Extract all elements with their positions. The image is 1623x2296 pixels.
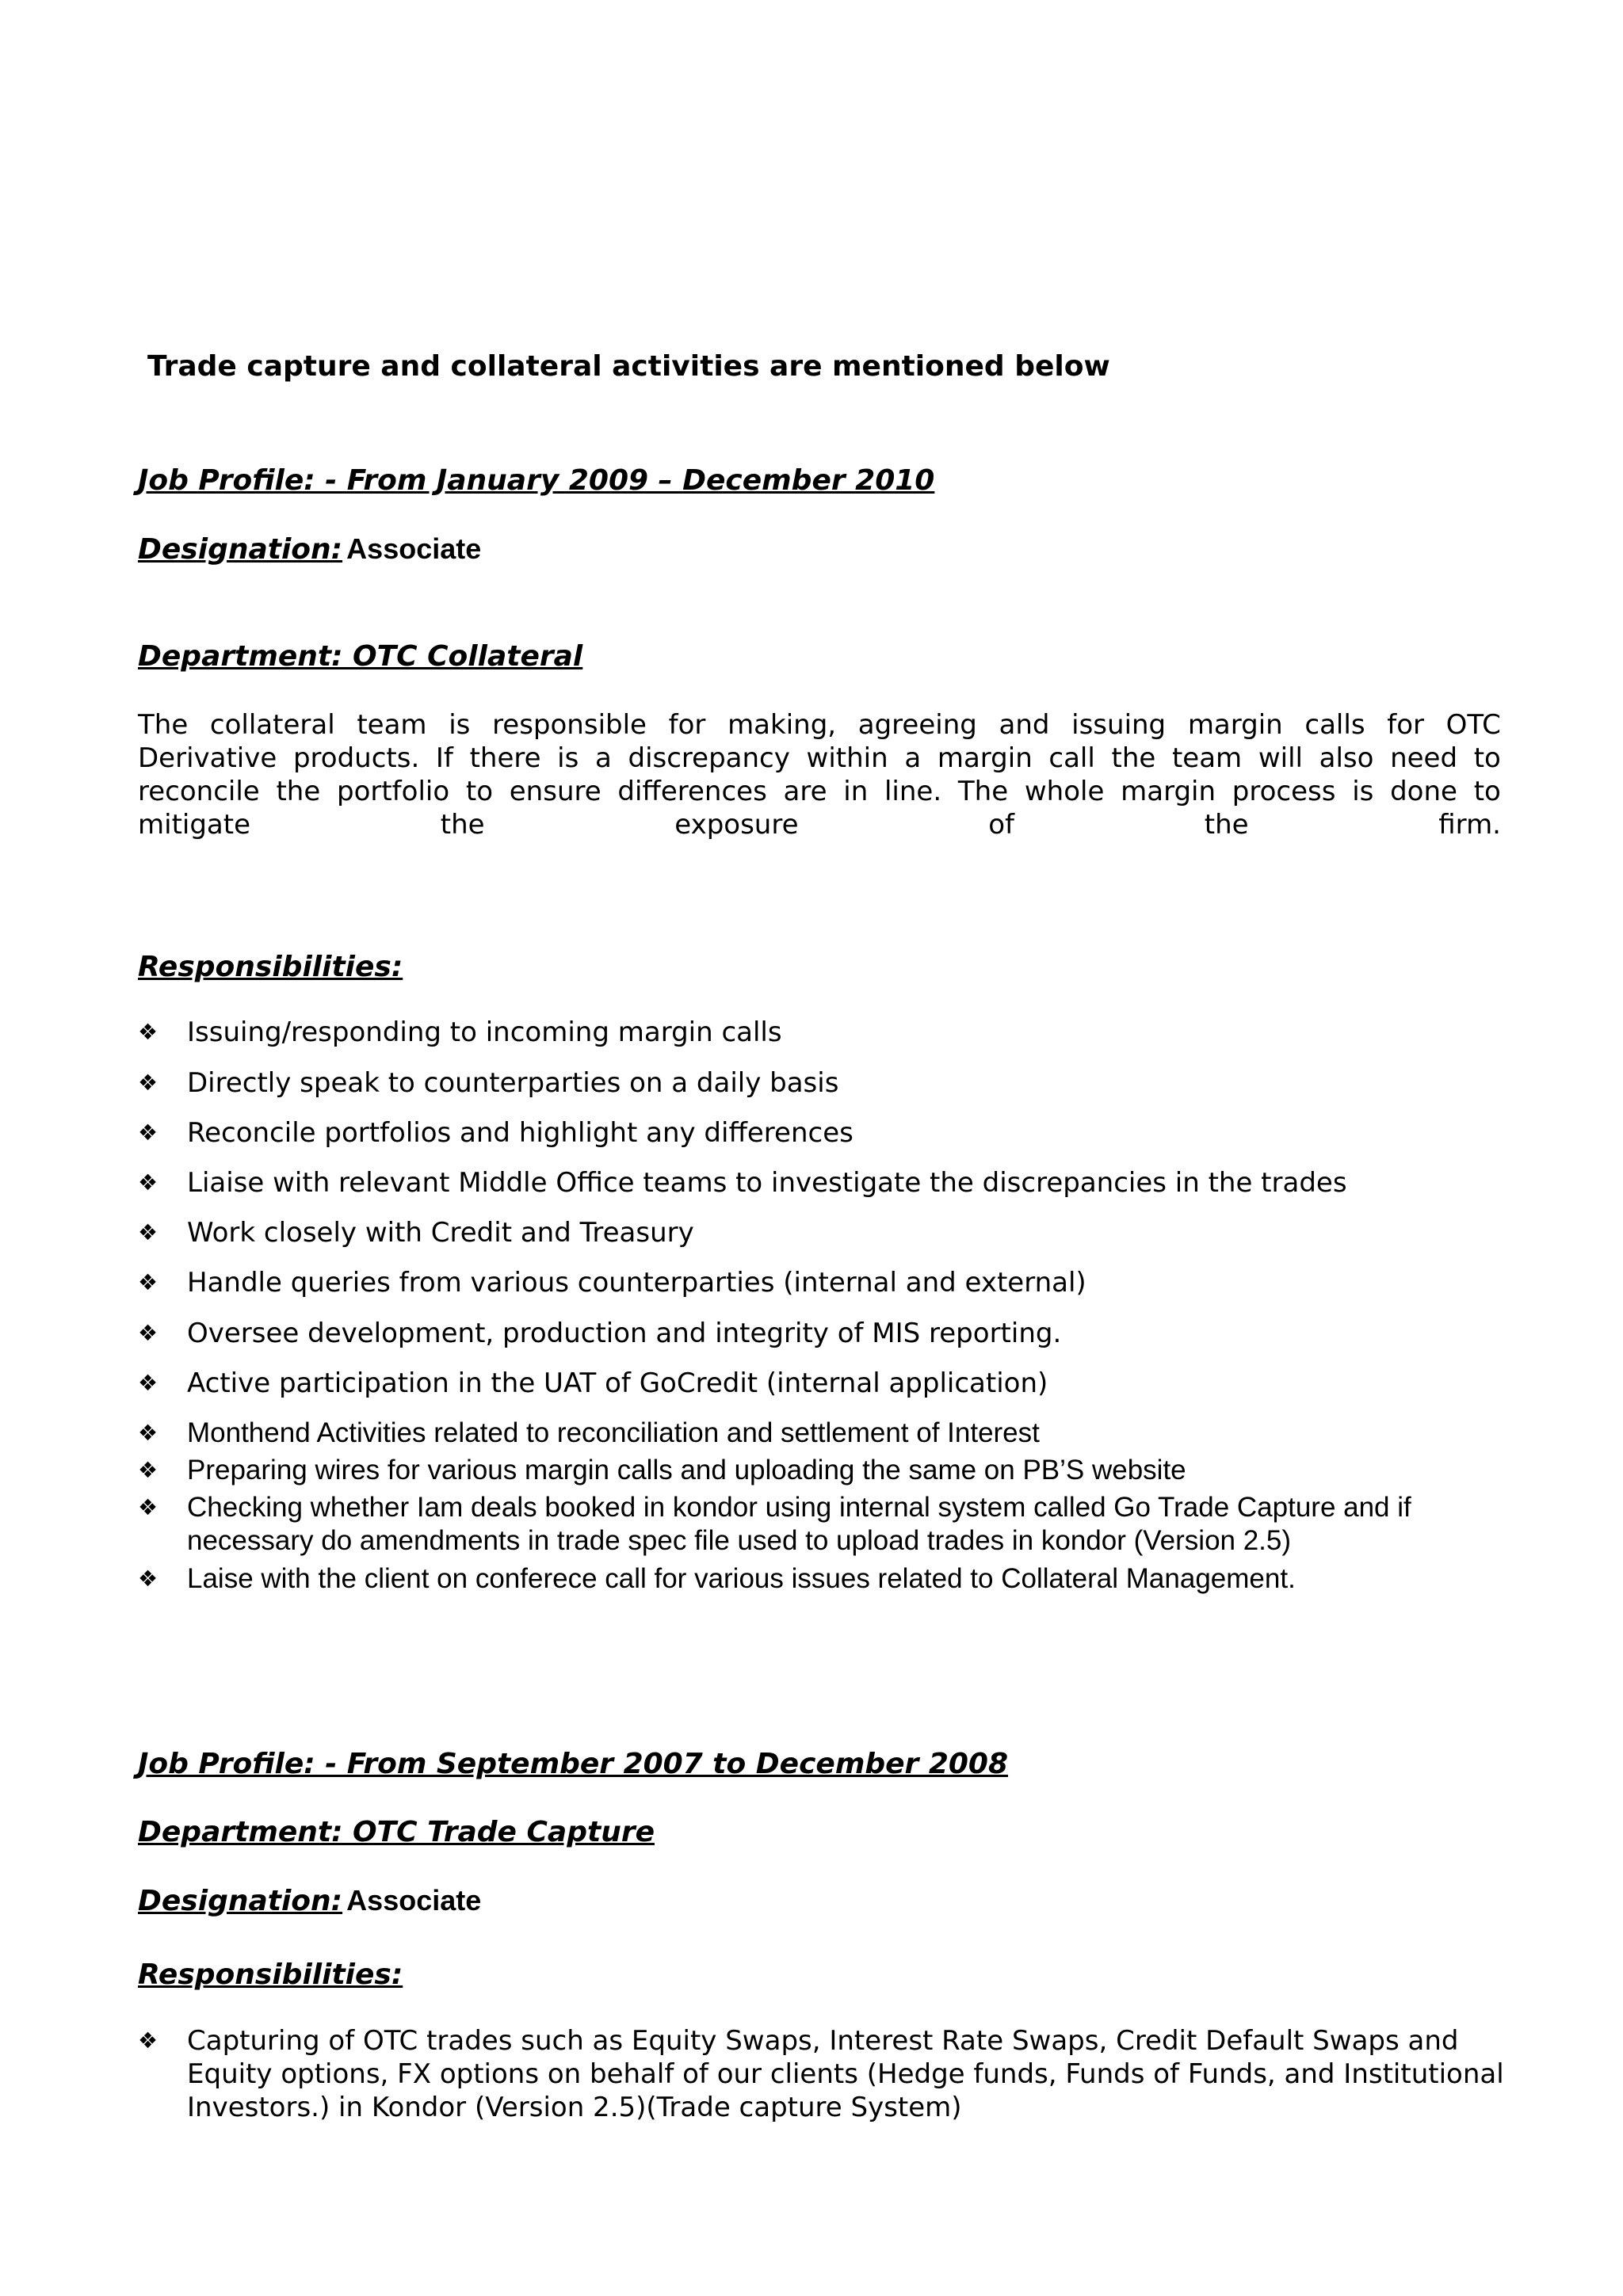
paragraph-word: margin [1121,776,1216,807]
job1-designation-label: Designation: [138,533,343,566]
job2-department-heading: Department: OTC Trade Capture [138,1816,655,1848]
paragraph-word: is [557,742,579,774]
paragraph-word: ensure [509,776,601,807]
paragraph-line [138,775,1501,808]
list-item: ❖ Active participation in the UAT of GoCredit (internal application) [138,1367,1048,1399]
job2-designation [138,1884,481,1917]
paragraph-word: done [1390,776,1457,807]
list-item: ❖ Monthend Activities related to reconciliation and settlement of Interest [138,1417,1040,1448]
paragraph-line [138,708,1501,742]
list-item: ❖ Directly speak to counterparties on a daily basis [138,1067,839,1099]
paragraph-word: OTC [1445,709,1501,741]
paragraph-word: the [1111,742,1156,774]
paragraph-word: Derivative [138,742,277,774]
paragraph-word: is [449,709,471,741]
paragraph-line [138,808,1501,841]
paragraph-word: exposure [674,809,799,841]
paragraph-word: whole [1024,776,1105,807]
list-item: ❖ Issuing/responding to incoming margin calls [138,1016,782,1048]
paragraph-word: margin [937,742,1033,774]
list-item: ❖ Work closely with Credit and Treasury [138,1217,694,1249]
paragraph-word: issuing [1071,709,1167,741]
paragraph-word: team [1171,742,1243,774]
paragraph-word: portfolio [336,776,450,807]
paragraph-word: to [1473,742,1501,774]
job1-designation [138,532,481,566]
paragraph-word: will [1258,742,1303,774]
paragraph-word: making, [727,709,837,741]
paragraph-word: a [904,742,922,774]
bullet-icon: ❖ [138,1494,158,1520]
paragraph-word: also [1319,742,1374,774]
list-item: ❖ Reconcile portfolios and highlight any differences [138,1117,854,1149]
paragraph-word: are [783,776,827,807]
job1-designation-value: Associate [346,532,482,565]
paragraph-word: firm. [1438,809,1501,841]
paragraph-word: The [957,776,1009,807]
paragraph-word: need [1390,742,1458,774]
paragraph-word: to [465,776,494,807]
paragraph-word: for [1387,709,1424,741]
list-item: ❖ Handle queries from various counterparties (internal and external) [138,1267,1086,1299]
list-item: ❖ Oversee development, production and integrity of MIS reporting. [138,1318,1062,1349]
paragraph-word: calls [1304,709,1365,741]
bullet-icon: ❖ [138,1219,158,1245]
paragraph-word: line. [884,776,942,807]
paragraph-word: team [357,709,427,741]
paragraph-word: call [1048,742,1095,774]
bullet-icon: ❖ [138,2027,158,2054]
paragraph-word: differences [617,776,767,807]
paragraph-word: of [988,809,1015,841]
job2-responsibilities-heading: Responsibilities: [138,1958,403,1991]
paragraph-word: mitigate [138,809,251,841]
paragraph-word: the [440,809,485,841]
paragraph-word: to [1473,776,1501,807]
paragraph-word: the [276,776,321,807]
bullet-icon: ❖ [138,1320,158,1346]
paragraph-word: in [843,776,869,807]
paragraph-word: agreeing [857,709,977,741]
bullet-icon: ❖ [138,1457,158,1483]
bullet-icon: ❖ [138,1269,158,1295]
paragraph-word: is [1352,776,1374,807]
job1-department-heading: Department: OTC Collateral [138,640,583,673]
job2-profile-heading: Job Profile: - From September 2007 to December 2008 [138,1748,1009,1780]
job2-designation-value: Associate [346,1884,482,1917]
list-item: ❖ Preparing wires for various margin calls and uploading the same on PB’S website [138,1455,1186,1486]
paragraph-word: a [595,742,612,774]
job1-responsibilities-heading: Responsibilities: [138,951,403,983]
bullet-icon: ❖ [138,1070,158,1096]
paragraph-word: for [668,709,706,741]
paragraph-word: reconcile [138,776,260,807]
job1-description [138,708,1501,841]
paragraph-word: responsible [492,709,647,741]
list-item: ❖ Laise with the client on conferece call for various issues related to Collateral Management. [138,1563,1296,1594]
list-item: ❖ Capturing of OTC trades such as Equity Swaps, Interest Rate Swaps, Credit Default Swaps and Equity options, FX options on behalf of our clients (Hedge funds, Funds of Funds, and Institutional Investors.) in Kondor (Version 2.5)(Trade capture System) [138,2025,1504,2123]
bullet-icon: ❖ [138,1119,158,1146]
paragraph-word: If [435,742,453,774]
paragraph-word: the [1204,809,1249,841]
paragraph-word: The [138,709,189,741]
job1-profile-heading: Job Profile: - From January 2009 – December 2010 [138,464,935,497]
bullet-icon: ❖ [138,1019,158,1045]
bullet-icon: ❖ [138,1169,158,1196]
paragraph-word: discrepancy [628,742,790,774]
paragraph-word: process [1232,776,1336,807]
paragraph-word: margin [1187,709,1283,741]
paragraph-word: within [806,742,888,774]
paragraph-word: and [999,709,1050,741]
list-item: ❖ Liaise with relevant Middle Office teams to investigate the discrepancies in the trades [138,1167,1347,1199]
bullet-icon: ❖ [138,1420,158,1446]
paragraph-line [138,742,1501,775]
bullet-icon: ❖ [138,1370,158,1396]
job2-designation-label: Designation: [138,1885,343,1917]
paragraph-word: products. [292,742,420,774]
list-item: ❖ Checking whether Iam deals booked in kondor using internal system called Go Trade Capture and if necessary do amendments in trade spec file used to upload trades in kondor (Version 2.5) [138,1492,1411,1556]
paragraph-word: there [469,742,541,774]
intro-heading: Trade capture and collateral activities are mentioned below [147,350,1110,383]
bullet-icon: ❖ [138,1566,158,1592]
paragraph-word: collateral [209,709,335,741]
